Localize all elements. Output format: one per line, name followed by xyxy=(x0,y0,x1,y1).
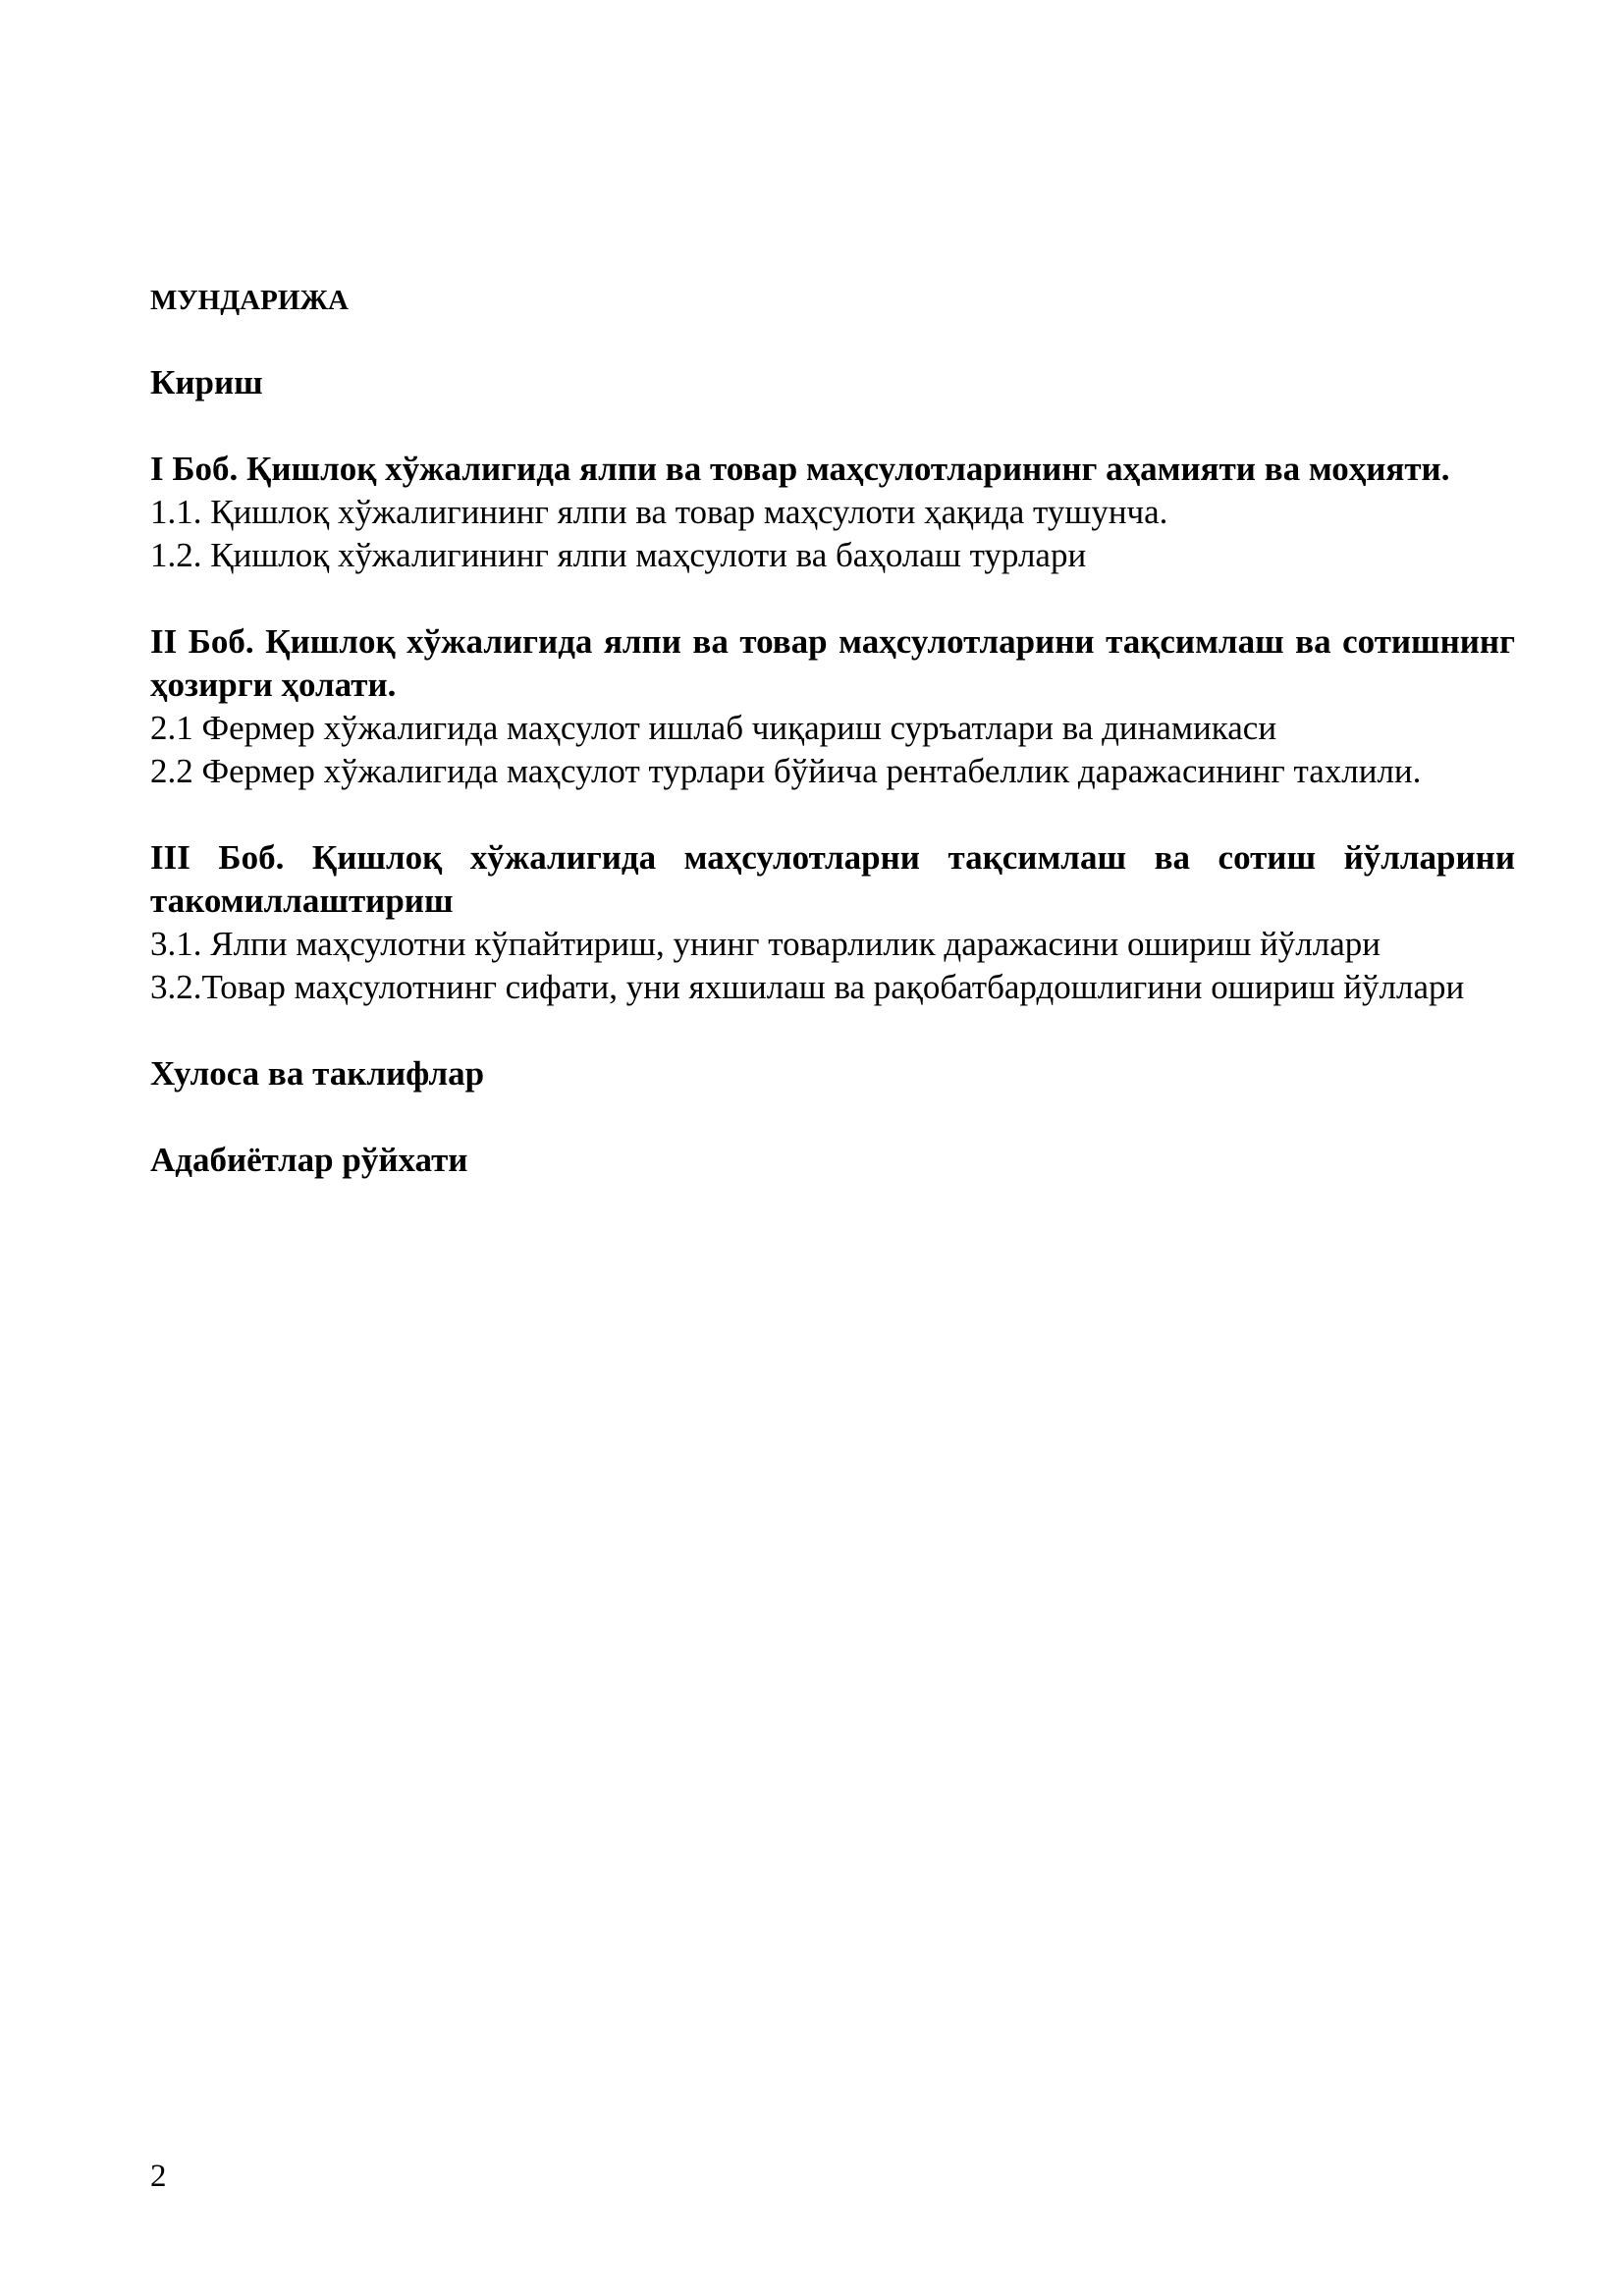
document-page xyxy=(150,283,1515,1182)
toc-item: 3.1. Ялпи маҳсулотни кўпайтириш, унинг товарлилик даражасини ошириш йўллари xyxy=(150,925,1380,963)
chapter-2 xyxy=(150,620,1515,793)
chapter-3 xyxy=(150,836,1515,1009)
toc-item: 1.2. Қишлоқ хўжалигининг ялпи маҳсулоти ва баҳолаш турлари xyxy=(150,536,1087,574)
chapter-heading: I Боб. Қишлоқ хўжалигида ялпи ва товар маҳсулотларининг аҳамияти ва моҳияти. xyxy=(150,450,1450,488)
page-number: 2 xyxy=(150,2159,167,2194)
toc-title: МУНДАРИЖА xyxy=(150,285,349,316)
toc-references: Адабиётлар рўйхати xyxy=(150,1141,468,1179)
chapter-heading: III Боб. Қишлоқ хўжалигида маҳсулотларни тақсимлаш ва сотиш йўлларини такомиллаштириш xyxy=(150,838,1515,920)
toc-item: 2.1 Фермер хўжалигида маҳсулот ишлаб чиқариш суръатлари ва динамикаси xyxy=(150,709,1277,747)
chapter-heading: II Боб. Қишлоқ хўжалигида ялпи ва товар маҳсулотларини тақсимлаш ва сотишнинг ҳозирги ҳолати. xyxy=(150,622,1515,704)
toc-intro: Кириш xyxy=(150,363,263,401)
toc-conclusion: Хулоса ва таклифлар xyxy=(150,1054,485,1093)
toc-item: 2.2 Фермер хўжалигида маҳсулот турлари бўйича рентабеллик даражасининг тахлили. xyxy=(150,752,1422,790)
toc-item: 1.1. Қишлоқ хўжалигининг ялпи ва товар маҳсулоти ҳақида тушунча. xyxy=(150,493,1168,531)
toc-item: 3.2.Товар маҳсулотнинг сифати, уни яхшилаш ва рақобатбардошлигини ошириш йўллари xyxy=(150,968,1465,1006)
chapter-1 xyxy=(150,448,1515,577)
